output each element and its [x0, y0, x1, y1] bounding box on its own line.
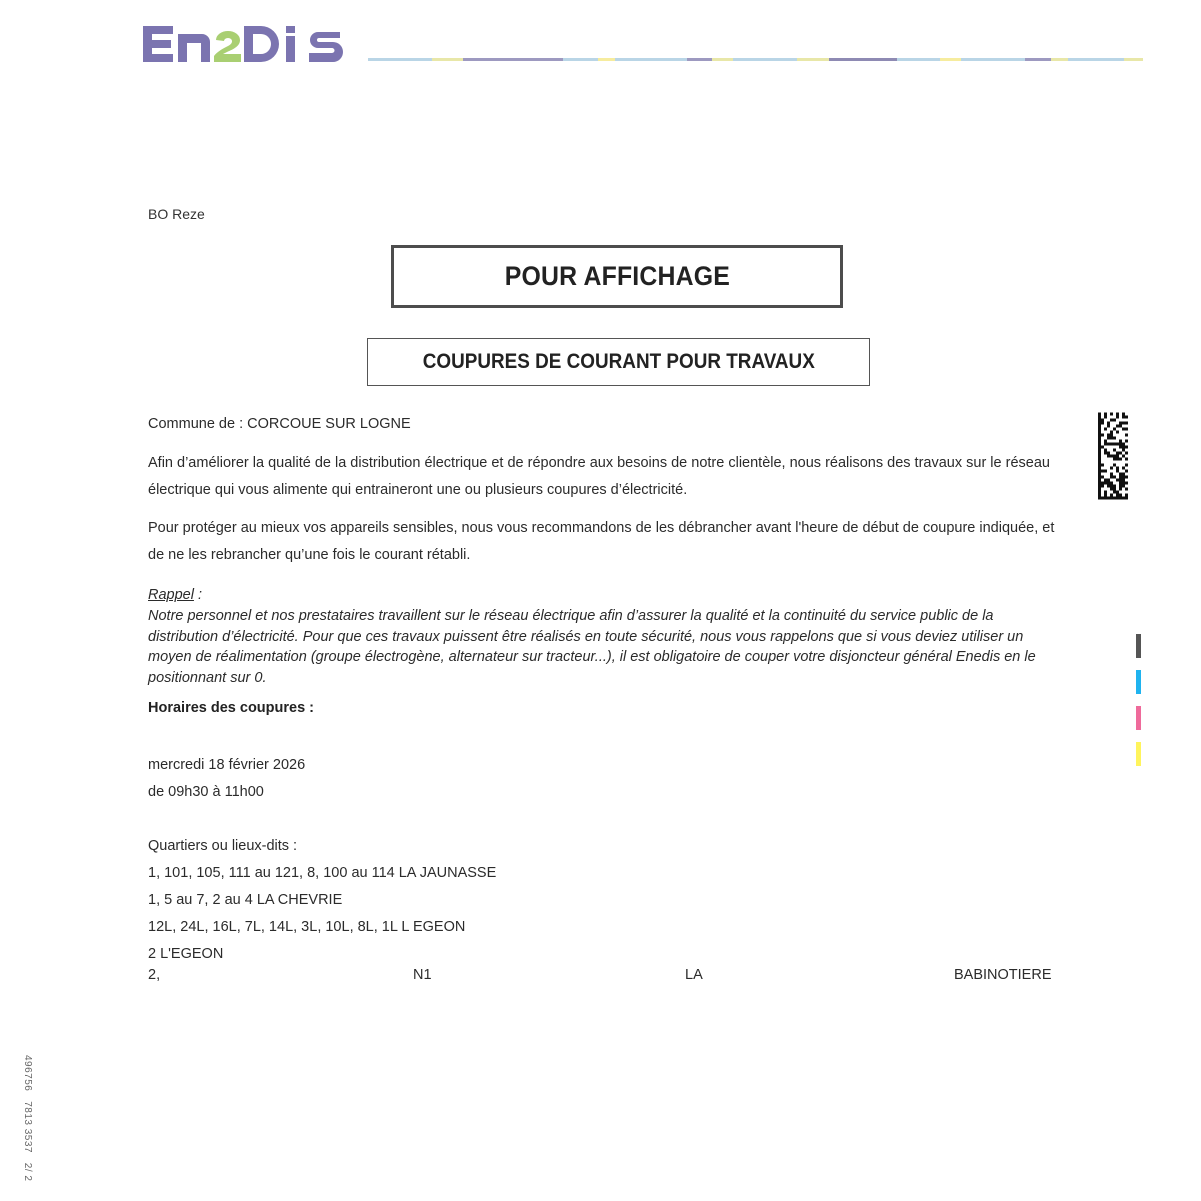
rule-segment: [598, 58, 615, 61]
places-heading: Quartiers ou lieux-dits :: [148, 838, 298, 854]
enedis-logo-icon: [140, 18, 355, 70]
rule-segment: [797, 58, 828, 61]
color-mark: [1136, 742, 1141, 766]
rule-segment: [897, 58, 940, 61]
place-part: 2,: [148, 967, 161, 983]
rule-segment: [1051, 58, 1068, 61]
enedis-logo: [140, 18, 355, 70]
rule-segment: [961, 58, 1025, 61]
color-mark: [1136, 634, 1141, 658]
outage-date: mercredi 18 février 2026: [148, 757, 306, 773]
rappel-text: Notre personnel et nos prestataires travaillent sur le réseau électrique afin d’assurer la qualité et la continuité du service public de la distribution d’électricité. Pour que ces travaux puissent être réalisés en toute sécurité, nous vous rappelons que si vous deviez utiliser un moyen de réalimentation (groupe électrogène, alternateur sur tracteur...), il est obligatoire de couper votre disjoncteur général Enedis en le positionnant sur 0.: [148, 607, 1036, 687]
schedule-block: [148, 752, 305, 806]
rule-segment: [615, 58, 686, 61]
title-box-sub: [367, 338, 870, 386]
sender-label: BO Reze: [148, 206, 205, 222]
page-title: POUR AFFICHAGE: [504, 261, 730, 291]
color-mark: [1136, 706, 1141, 730]
header-color-rule: [368, 58, 1143, 61]
title-box-main: [391, 245, 843, 308]
place-item: 1, 101, 105, 111 au 121, 8, 100 au 114 LA JAUNASSE: [148, 865, 497, 881]
print-side-code: 496756 7813 3537 2/ 2: [22, 1055, 33, 1182]
rule-segment: [1025, 58, 1051, 61]
place-item: 2 L'EGEON: [148, 946, 224, 962]
rappel-label: Rappel: [148, 587, 194, 603]
rule-segment: [368, 58, 432, 61]
place-part: N1: [413, 967, 432, 983]
intro-paragraph: Afin d’améliorer la qualité de la distribution électrique et de répondre aux besoins de notre clientèle, nous réalisons des travaux sur le réseau électrique qui vous alimente qui entraineront une ou plusieurs coupures d’électricité.: [148, 455, 1050, 498]
outage-time: de 09h30 à 11h00: [148, 784, 264, 800]
rule-segment: [432, 58, 463, 61]
rule-segment: [563, 58, 599, 61]
datamatrix-barcode-icon: [1098, 412, 1128, 500]
place-part: LA: [685, 967, 703, 983]
rule-segment: [940, 58, 961, 61]
rappel-colon: :: [193, 587, 203, 603]
page-subtitle: COUPURES DE COURANT POUR TRAVAUX: [422, 350, 815, 373]
recommendation-paragraph: Pour protéger au mieux vos appareils sensibles, nous vous recommandons de les débrancher avant l'heure de début de coupure indiquée, et de ne les rebrancher qu’une fois le courant rétabli.: [148, 520, 1055, 563]
place-item-justified: [148, 967, 1052, 987]
rule-segment: [712, 58, 733, 61]
print-color-marks: [1136, 634, 1144, 778]
color-mark: [1136, 670, 1141, 694]
commune-label: Commune de : CORCOUE SUR LOGNE: [148, 416, 411, 432]
rule-segment: [733, 58, 797, 61]
place-part: BABINOTIERE: [954, 967, 1052, 983]
rule-segment: [1124, 58, 1142, 61]
rule-segment: [829, 58, 897, 61]
rappel-block: [148, 585, 1058, 689]
places-block: [148, 833, 496, 968]
rule-segment: [1068, 58, 1125, 61]
place-item: 1, 5 au 7, 2 au 4 LA CHEVRIE: [148, 892, 343, 908]
schedule-heading: Horaires des coupures :: [148, 700, 314, 716]
rule-segment: [687, 58, 713, 61]
place-item: 12L, 24L, 16L, 7L, 14L, 3L, 10L, 8L, 1L L EGEON: [148, 919, 466, 935]
rule-segment: [463, 58, 563, 61]
